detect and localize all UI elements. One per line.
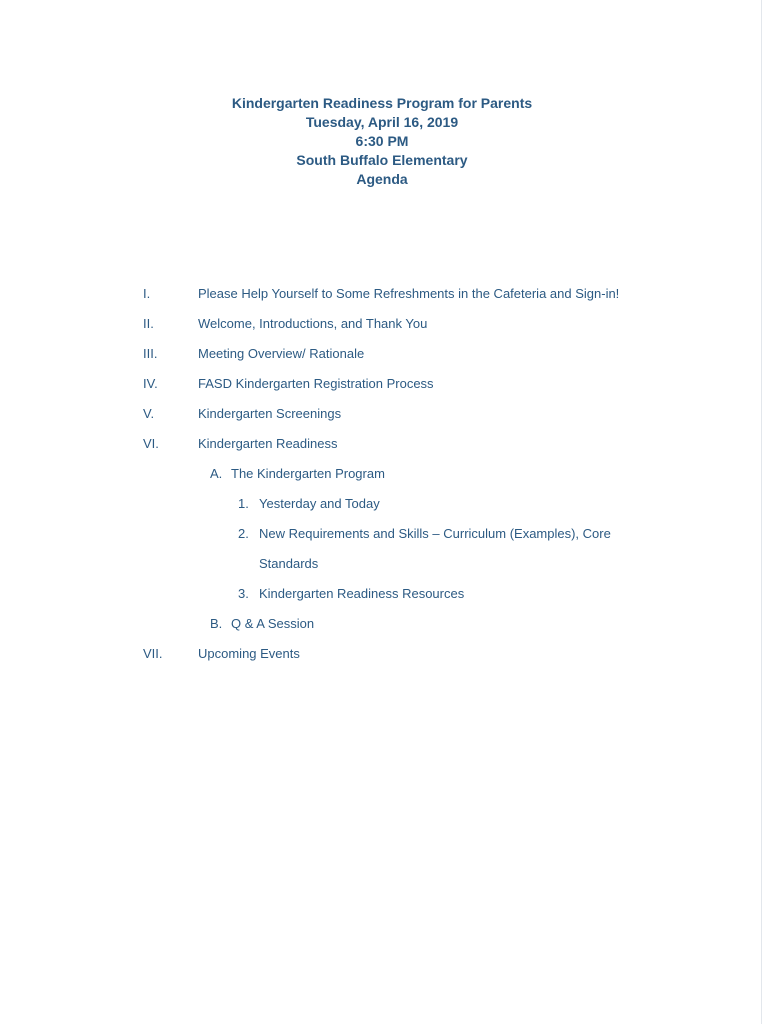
- item-text: Upcoming Events: [198, 646, 300, 661]
- item-text: Kindergarten Readiness: [198, 436, 338, 451]
- item-text: Welcome, Introductions, and Thank You: [198, 316, 428, 331]
- nested-item-text: Kindergarten Readiness Resources: [259, 586, 465, 601]
- school-name: South Buffalo Elementary: [296, 152, 468, 168]
- nested-item-text: Standards: [259, 556, 319, 571]
- item-number: II.: [143, 316, 154, 331]
- item-number: I.: [143, 286, 151, 301]
- sub-item-text: Q & A Session: [231, 616, 315, 631]
- item-text: FASD Kindergarten Registration Process: [198, 376, 434, 391]
- sub-item-text: The Kindergarten Program: [231, 466, 385, 481]
- program-time: 6:30 PM: [355, 133, 409, 149]
- item-number: V.: [143, 406, 155, 421]
- agenda-heading: Agenda: [356, 171, 408, 187]
- item-text: Please Help Yourself to Some Refreshments in the Cafeteria and Sign-in!: [198, 286, 620, 301]
- item-number: VI.: [143, 436, 159, 451]
- sub-item-letter: A.: [210, 466, 223, 481]
- item-text: Meeting Overview/ Rationale: [198, 346, 365, 361]
- item-number: IV.: [143, 376, 158, 391]
- nested-item-number: 3.: [238, 586, 249, 601]
- agenda-header: [0, 94, 764, 189]
- item-number: VII.: [143, 646, 163, 661]
- nested-item-number: 2.: [238, 526, 249, 541]
- nested-item-number: 1.: [238, 496, 249, 511]
- nested-item-text: Yesterday and Today: [259, 496, 380, 511]
- program-title: Kindergarten Readiness Program for Parents: [231, 95, 533, 111]
- item-text: Kindergarten Screenings: [198, 406, 342, 421]
- nested-item-text: New Requirements and Skills – Curriculum (Examples), Core: [259, 526, 611, 541]
- sub-item-letter: B.: [210, 616, 223, 631]
- item-number: III.: [143, 346, 158, 361]
- program-date: Tuesday, April 16, 2019: [305, 114, 459, 130]
